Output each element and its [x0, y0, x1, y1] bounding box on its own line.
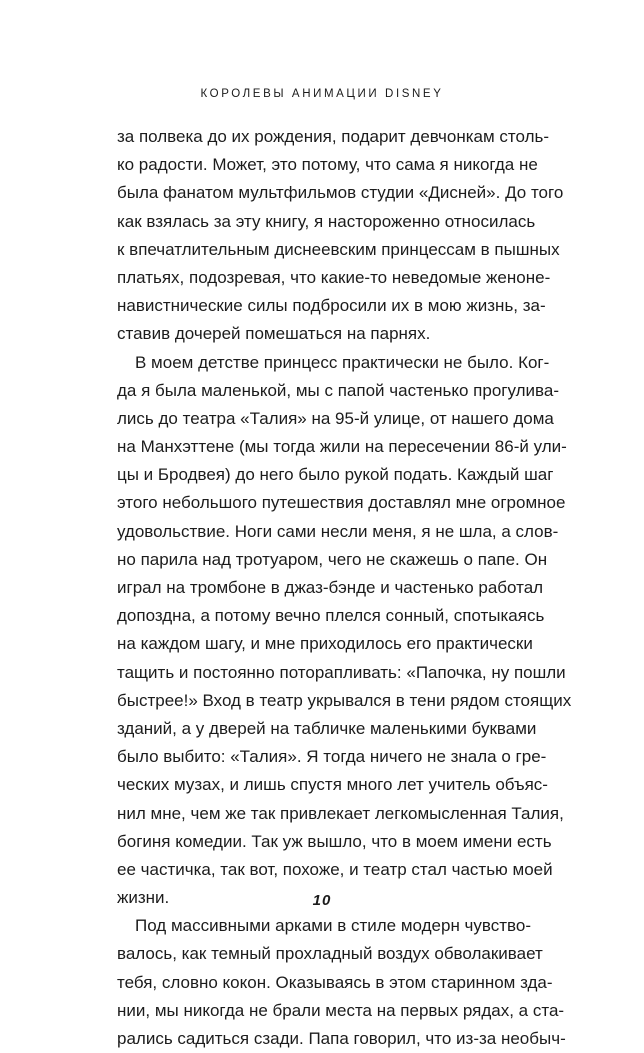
running-header: КОРОЛЕВЫ АНИМАЦИИ DISNEY: [200, 88, 444, 100]
text-line: богиня комедии. Так уж вышло, что в моем имени есть: [117, 831, 552, 851]
text-line: навистнические силы подбросили их в мою жизнь, за-: [117, 296, 546, 316]
text-line: тебя, словно кокон. Оказываясь в этом старинном зда-: [117, 972, 553, 992]
text-line: лись до театра «Талия» на 95-й улице, от нашего дома: [117, 408, 554, 428]
text-line: за полвека до их рождения, подарит девчонкам столь-: [117, 127, 550, 146]
text-line: платьях, подозревая, что какие-то неведомые женоне-: [117, 267, 551, 287]
text-line: к впечатлительным диснеевским принцессам в пышных: [117, 239, 560, 259]
text-line: удовольствие. Ноги сами несли меня, я не шла, а слов-: [117, 521, 559, 541]
body-text: [117, 123, 572, 1053]
text-line: рались садиться сзади. Папа говорил, что из-за необыч-: [117, 1029, 566, 1048]
text-line: ко радости. Может, это потому, что сама я никогда не: [117, 155, 538, 175]
text-line: быстрее!» Вход в театр укрывался в тени рядом стоящих: [117, 690, 572, 710]
text-line: нии, мы никогда не брали места на первых рядах, а ста-: [117, 1000, 565, 1020]
text-line: да я была маленькой, мы с папой частенько прогулива-: [117, 380, 559, 400]
text-line: нил мне, чем же так привлекает легкомысленная Талия,: [117, 803, 564, 823]
text-line-paragraph-end: ставив дочерей помешаться на парнях.: [117, 324, 431, 344]
text-line: играл на тромбоне в джаз-бэнде и частенько работал: [117, 578, 544, 597]
text-line: на Манхэттене (мы тогда жили на пересечении 86-й ули-: [117, 437, 567, 457]
text-line: валось, как темный прохладный воздух обволакивает: [117, 944, 543, 964]
text-line-paragraph-end: жизни.: [117, 888, 170, 908]
text-line: тащить и постоянно поторапливать: «Папочка, ну пошли: [117, 662, 566, 682]
text-line-paragraph-start: Под массивными арками в стиле модерн чувство-: [135, 916, 531, 936]
text-line: цы и Бродвея) до него было рукой подать. Каждый шаг: [117, 465, 554, 485]
text-line: на каждом шагу, и мне приходилось его практически: [117, 634, 533, 654]
page-number: 10: [312, 892, 332, 909]
text-line: зданий, а у дверей на табличке маленькими буквами: [117, 718, 537, 738]
text-line: ее частичка, так вот, похоже, и театр стал частью моей: [117, 859, 553, 879]
text-line-paragraph-start: В моем детстве принцесс практически не было. Ког-: [135, 352, 550, 372]
text-line: было выбито: «Талия». Я тогда ничего не знала о гре-: [117, 747, 547, 767]
text-line: но парила над тротуаром, чего не скажешь о папе. Он: [117, 549, 548, 569]
text-line: ческих музах, и лишь спустя много лет учитель объяс-: [117, 775, 548, 795]
text-line: как взялась за эту книгу, я настороженно относилась: [117, 211, 536, 231]
text-line: допоздна, а потому вечно плелся сонный, спотыкаясь: [117, 606, 545, 626]
text-line: была фанатом мультфильмов студии «Дисней». До того: [117, 183, 564, 203]
text-line: этого небольшого путешествия доставлял мне огромное: [117, 493, 566, 513]
